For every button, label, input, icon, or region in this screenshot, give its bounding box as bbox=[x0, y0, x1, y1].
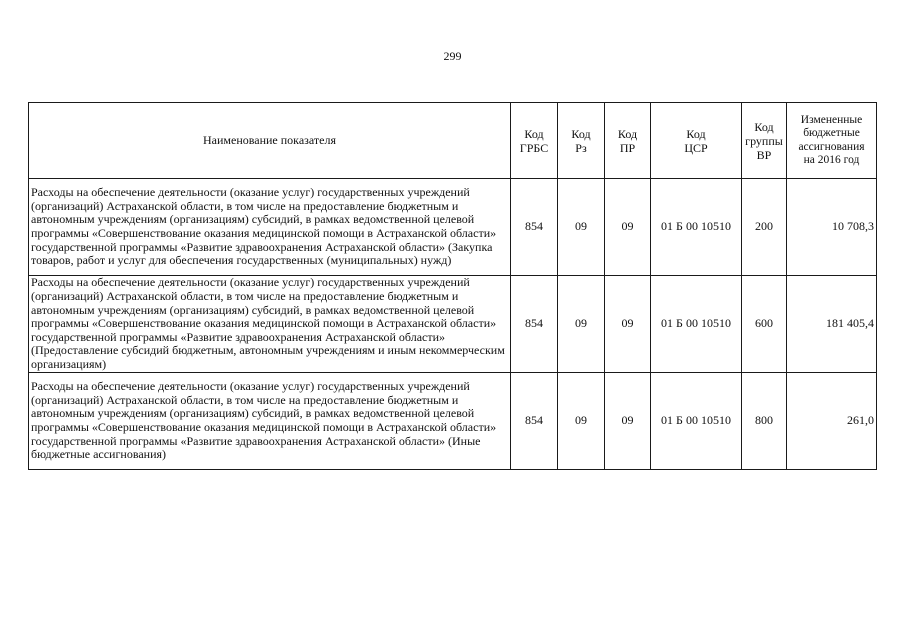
header-csr-line2: ЦСР bbox=[684, 140, 708, 155]
row-csr: 01 Б 00 10510 bbox=[651, 179, 742, 276]
header-rz bbox=[558, 103, 605, 179]
header-rz-line2: Рз bbox=[575, 140, 587, 155]
row-pr: 09 bbox=[605, 276, 651, 373]
header-vr-line2: группы bbox=[745, 133, 783, 148]
budget-table bbox=[28, 102, 877, 470]
row-name: Расходы на обеспечение деятельности (оказание услуг) государственных учреждений (организаций) Астраханской области, в том числе на предоставление бюджетным и автономным учреждениям (организациям) субсидий, в рамках ведомственной целевой программы «Совершенствование оказания медицинской помощи в Астраханской области» государственной программы «Развитие здравоохранения Астраханской области» (Предоставление субсидий бюджетным, автономным учреждениям и иным некоммерческим организациям) bbox=[29, 276, 511, 373]
header-csr-line1: Код bbox=[686, 126, 706, 141]
table-row bbox=[29, 276, 877, 373]
row-amount: 181 405,4 bbox=[787, 276, 877, 373]
row-rz: 09 bbox=[558, 179, 605, 276]
row-pr: 09 bbox=[605, 373, 651, 470]
header-name-label: Наименование показателя bbox=[203, 132, 336, 147]
page-number: 299 bbox=[443, 49, 462, 63]
row-grbs: 854 bbox=[511, 276, 558, 373]
header-csr bbox=[651, 103, 742, 179]
row-vr: 800 bbox=[742, 373, 787, 470]
header-pr-line2: ПР bbox=[619, 140, 636, 155]
row-amount: 10 708,3 bbox=[787, 179, 877, 276]
row-grbs: 854 bbox=[511, 373, 558, 470]
header-amount-line1: Измененные bbox=[800, 113, 863, 126]
row-grbs: 854 bbox=[511, 179, 558, 276]
table-row bbox=[29, 179, 877, 276]
row-vr: 200 bbox=[742, 179, 787, 276]
row-vr: 600 bbox=[742, 276, 787, 373]
row-csr: 01 Б 00 10510 bbox=[651, 373, 742, 470]
row-pr: 09 bbox=[605, 179, 651, 276]
row-amount: 261,0 bbox=[787, 373, 877, 470]
header-amount bbox=[787, 103, 877, 179]
table-header-row bbox=[29, 103, 877, 179]
row-name: Расходы на обеспечение деятельности (оказание услуг) государственных учреждений (организаций) Астраханской области, в том числе на предоставление бюджетным и автономным учреждениям (организациям) субсидий, в рамках ведомственной целевой программы «Совершенствование оказания медицинской помощи в Астраханской области» государственной программы «Развитие здравоохранения Астраханской области» (Закупка товаров, работ и услуг для обеспечения государственных (муниципальных) нужд) bbox=[29, 179, 511, 276]
table-row bbox=[29, 373, 877, 470]
header-grbs-line2: ГРБС bbox=[519, 140, 549, 155]
header-name bbox=[29, 103, 511, 179]
header-amount-line4: на 2016 год bbox=[803, 154, 860, 166]
row-name: Расходы на обеспечение деятельности (оказание услуг) государственных учреждений (организаций) Астраханской области, в том числе на предоставление бюджетным и автономным учреждениям (организациям) субсидий, в рамках ведомственной целевой программы «Совершенствование оказания медицинской помощи в Астраханской области» государственной программы «Развитие здравоохранения Астраханской области» (Иные бюджетные ассигнования) bbox=[29, 373, 511, 470]
row-rz: 09 bbox=[558, 373, 605, 470]
header-grbs bbox=[511, 103, 558, 179]
header-vr-line3: ВР bbox=[756, 147, 772, 162]
row-csr: 01 Б 00 10510 bbox=[651, 276, 742, 373]
header-amount-line3: ассигнования bbox=[798, 140, 865, 153]
row-rz: 09 bbox=[558, 276, 605, 373]
header-vr-line1: Код bbox=[754, 119, 774, 134]
header-grbs-line1: Код bbox=[524, 126, 544, 141]
header-pr-line1: Код bbox=[617, 126, 638, 141]
header-rz-line1: Код bbox=[571, 126, 591, 141]
header-pr bbox=[605, 103, 651, 179]
header-amount-line2: бюджетные bbox=[803, 127, 860, 139]
header-vr bbox=[742, 103, 787, 179]
